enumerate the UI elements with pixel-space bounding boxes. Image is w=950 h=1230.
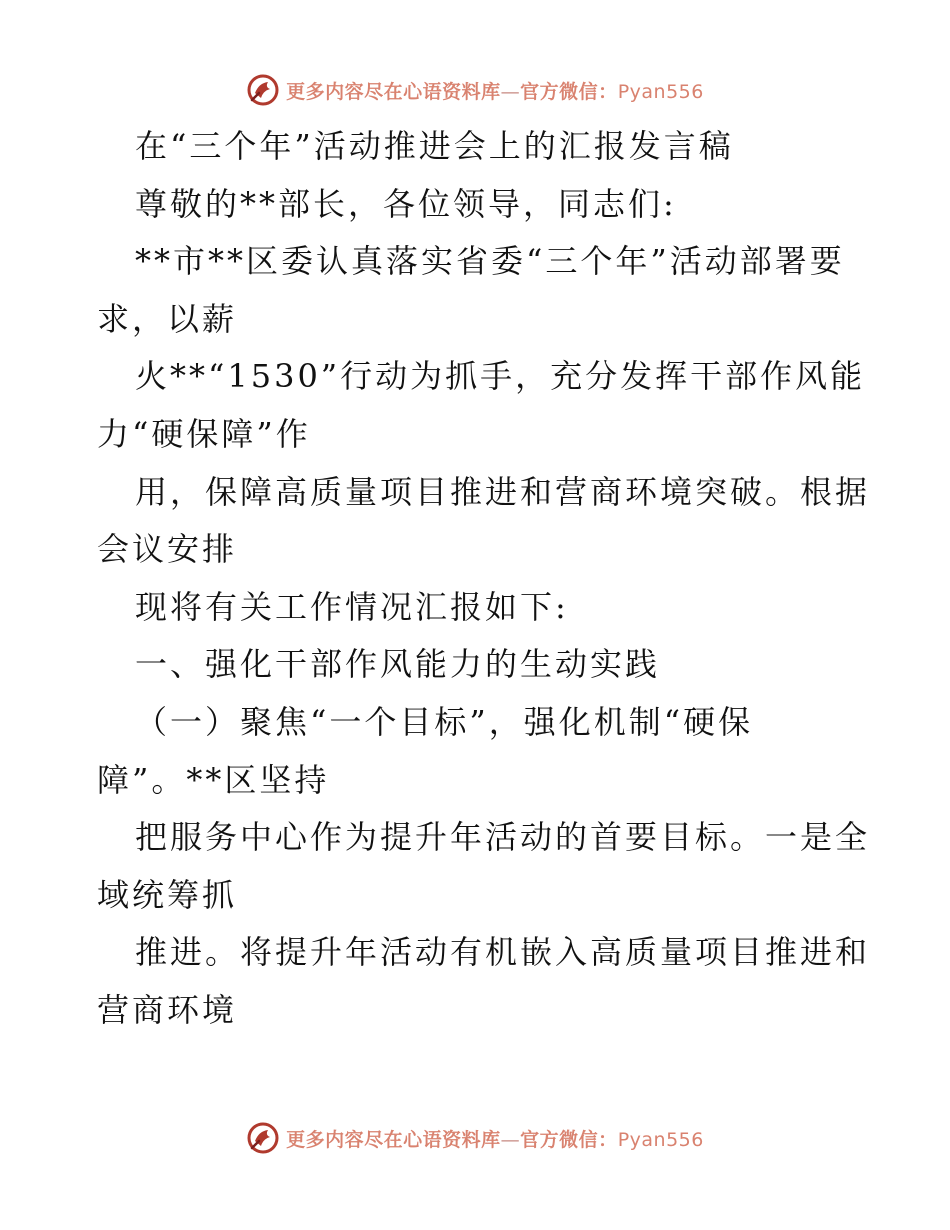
watermark-text — [286, 77, 704, 104]
watermark-main: 更多内容尽在心语资料库 — [286, 1128, 501, 1151]
section-heading: 一、强化干部作风能力的生动实践 — [135, 645, 661, 684]
watermark-dash: — — [500, 1128, 521, 1151]
watermark-dash: — — [500, 80, 521, 103]
watermark-id: Pyan556 — [617, 80, 704, 103]
brand-logo-icon — [246, 73, 280, 107]
watermark-wechat: 官方微信： — [520, 80, 618, 103]
text-line: 域统筹抓 — [97, 875, 238, 914]
watermark-footer — [0, 1118, 950, 1158]
text-line: 推进。将提升年活动有机嵌入高质量项目推进和 — [135, 933, 871, 972]
document-body — [97, 118, 871, 1040]
text-line: 障”。**区坚持 — [97, 760, 330, 799]
watermark-header — [0, 70, 950, 110]
watermark-text — [286, 1125, 704, 1152]
watermark-main: 更多内容尽在心语资料库 — [286, 80, 501, 103]
text-line: 现将有关工作情况汇报如下: — [135, 587, 569, 626]
brand-logo-icon — [246, 1121, 280, 1155]
text-line: 营商环境 — [97, 990, 238, 1029]
text-line: **市**区委认真落实省委“三个年”活动部署要 — [135, 242, 845, 281]
text-line: 尊敬的**部长，各位领导，同志们: — [135, 184, 677, 223]
text-line: 火**“1530”行动为抓手，充分发挥干部作风能 — [135, 357, 866, 396]
text-line: 求，以薪 — [97, 299, 238, 338]
subsection-heading: （一）聚焦“一个目标”，强化机制“硬保 — [135, 702, 754, 741]
watermark-wechat: 官方微信： — [520, 1128, 618, 1151]
text-line: 力“硬保障”作 — [97, 414, 311, 453]
watermark-id: Pyan556 — [617, 1128, 704, 1151]
text-line: 会议安排 — [97, 530, 238, 569]
text-line: 把服务中心作为提升年活动的首要目标。一是全 — [135, 818, 871, 857]
text-line: 用，保障高质量项目推进和营商环境突破。根据 — [135, 472, 871, 511]
document-title: 在“三个年”活动推进会上的汇报发言稿 — [135, 127, 734, 165]
